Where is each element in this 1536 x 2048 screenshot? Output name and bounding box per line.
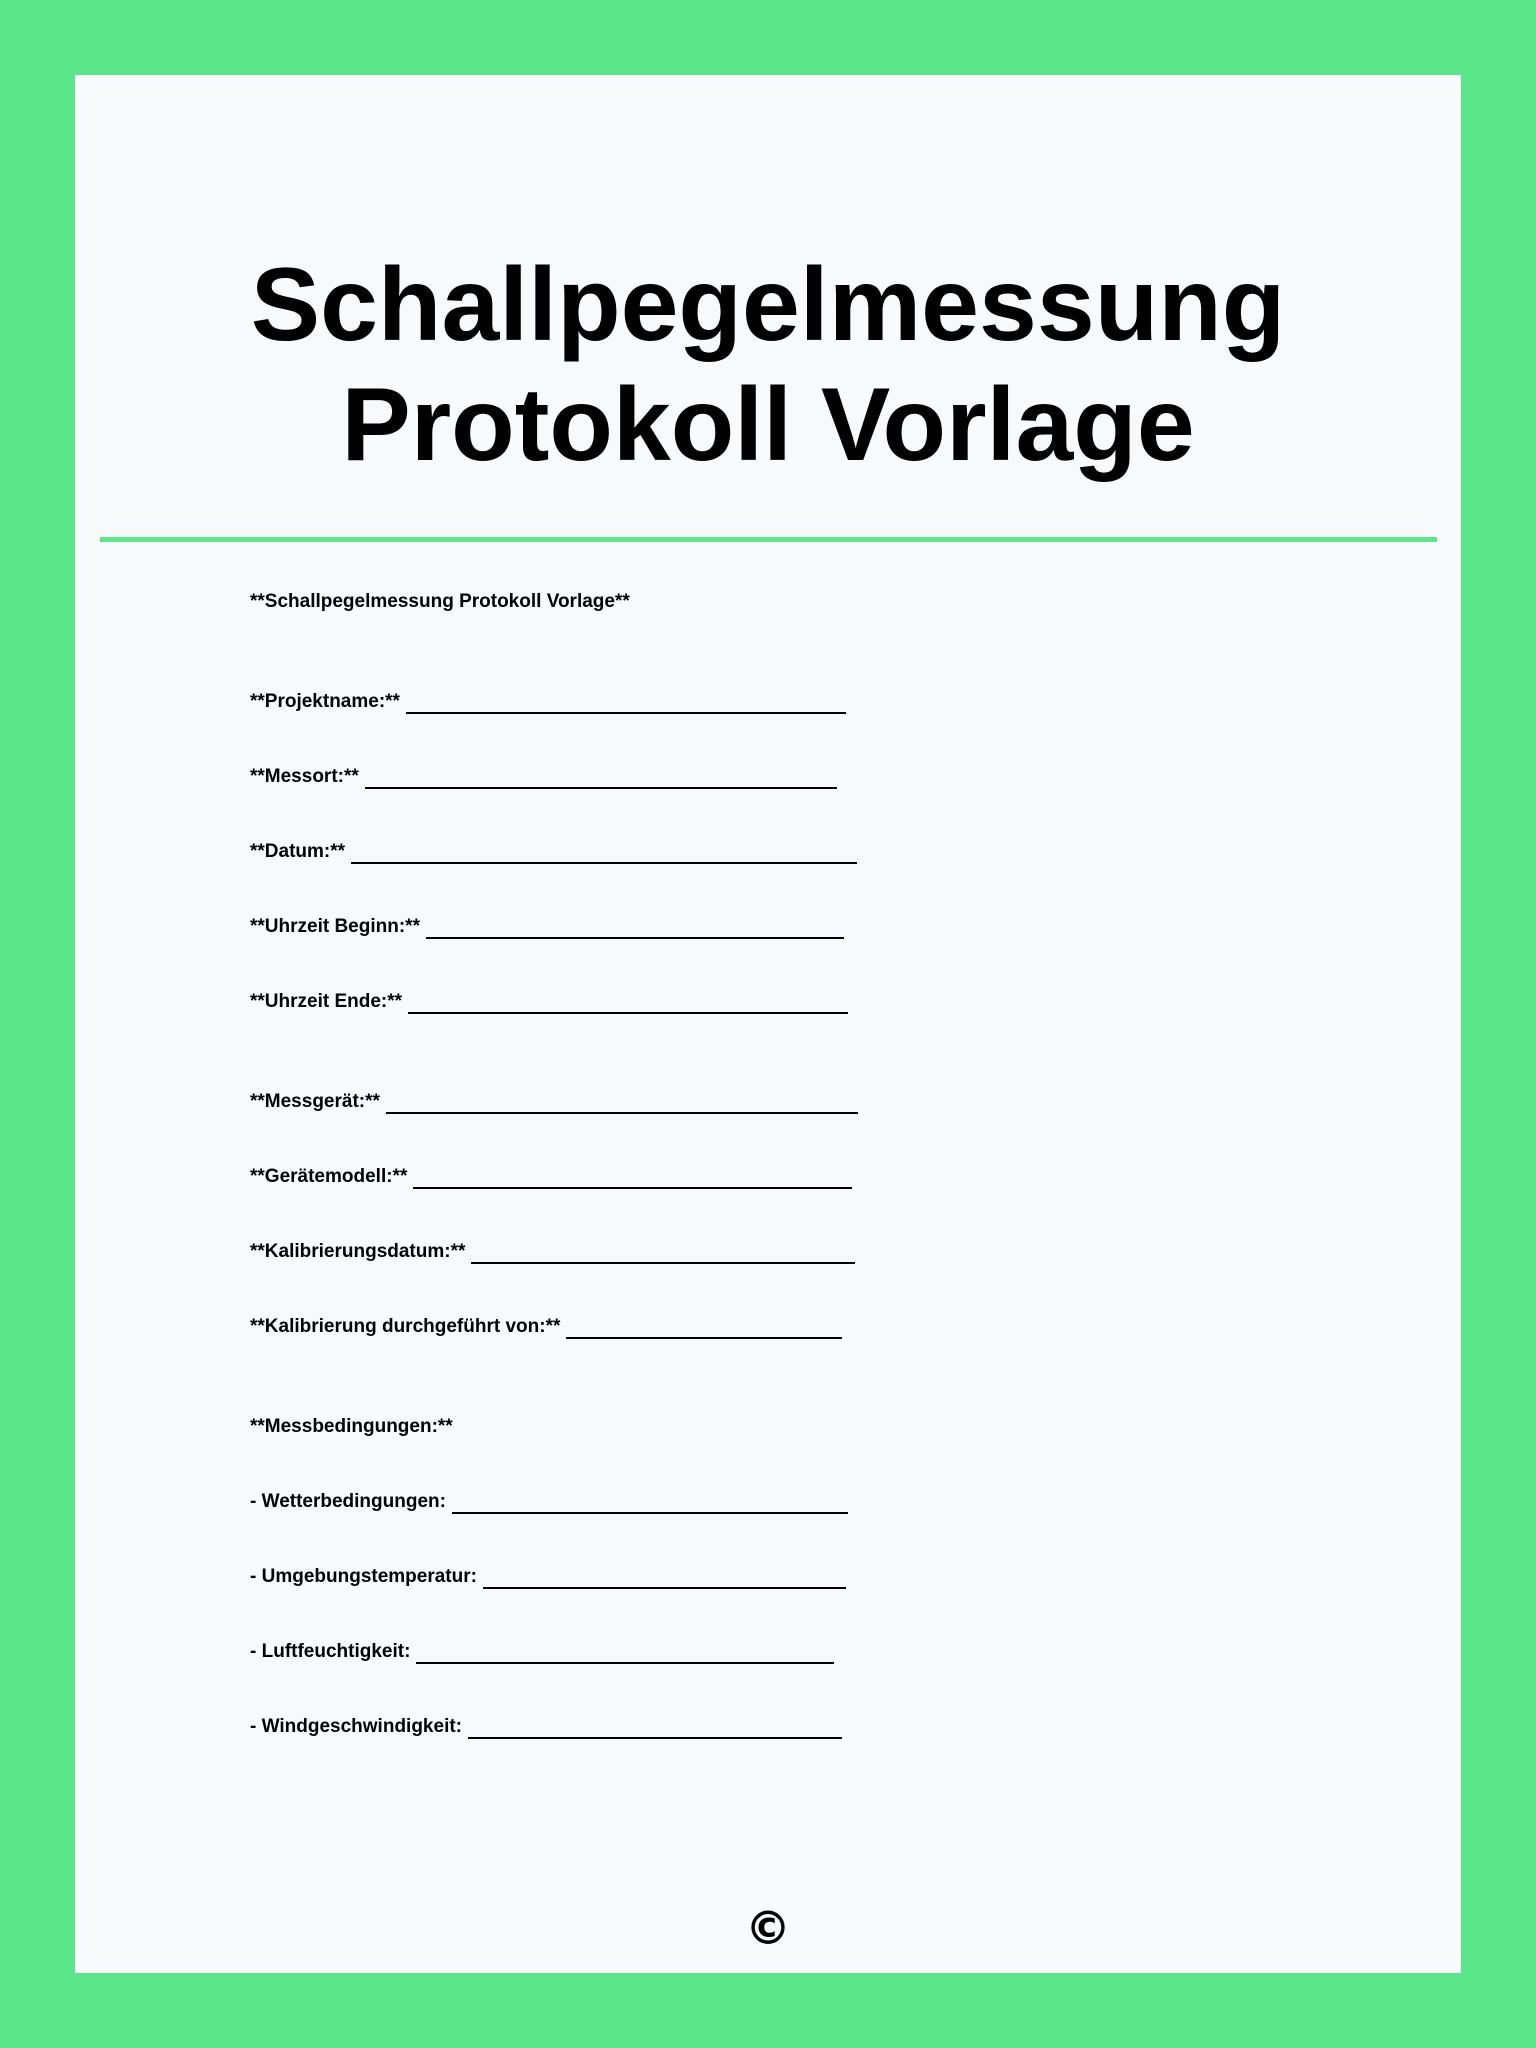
field-kalibrierung-von: [250, 1315, 842, 1339]
form-heading: [250, 590, 630, 614]
field-label: **Kalibrierungsdatum:**: [250, 1241, 466, 1262]
field-label: - Luftfeuchtigkeit:: [250, 1641, 411, 1662]
field-kalibrierungsdatum: [250, 1240, 855, 1264]
field-messgeraet: [250, 1090, 858, 1114]
fill-in-line[interactable]: [386, 1094, 858, 1114]
fill-in-line[interactable]: [413, 1169, 852, 1189]
conditions-heading-text: **Messbedingungen:**: [250, 1416, 453, 1437]
fill-in-line[interactable]: [408, 994, 848, 1014]
field-label: - Umgebungstemperatur:: [250, 1566, 477, 1587]
field-geraetemodell: [250, 1165, 852, 1189]
fill-in-line[interactable]: [351, 844, 857, 864]
field-uhrzeit-ende: [250, 990, 848, 1014]
form-heading-text: **Schallpegelmessung Protokoll Vorlage**: [250, 591, 630, 612]
copyright-symbol: ©: [745, 1901, 791, 1955]
fill-in-line[interactable]: [452, 1494, 848, 1514]
field-label: - Windgeschwindigkeit:: [250, 1716, 462, 1737]
field-label: **Messort:**: [250, 766, 359, 787]
field-datum: [250, 840, 857, 864]
field-luftfeuchtigkeit: [250, 1640, 834, 1664]
fill-in-line[interactable]: [471, 1244, 855, 1264]
fill-in-line[interactable]: [416, 1644, 834, 1664]
field-label: **Kalibrierung durchgeführt von:**: [250, 1316, 561, 1337]
fill-in-line[interactable]: [566, 1319, 842, 1339]
field-uhrzeit-beginn: [250, 915, 844, 939]
title-line-2: Protokoll Vorlage: [341, 367, 1195, 483]
field-label: **Uhrzeit Ende:**: [250, 991, 403, 1012]
fill-in-line[interactable]: [365, 769, 837, 789]
field-umgebungstemperatur: [250, 1565, 846, 1589]
field-projektname: [250, 690, 846, 714]
field-label: - Wetterbedingungen:: [250, 1491, 446, 1512]
fill-in-line[interactable]: [483, 1569, 846, 1589]
fill-in-line[interactable]: [406, 694, 846, 714]
conditions-heading: [250, 1415, 453, 1439]
fill-in-line[interactable]: [426, 919, 844, 939]
fill-in-line[interactable]: [468, 1719, 842, 1739]
field-windgeschwindigkeit: [250, 1715, 842, 1739]
field-label: **Messgerät:**: [250, 1091, 380, 1112]
field-label: **Datum:**: [250, 841, 346, 862]
field-label: **Projektname:**: [250, 691, 400, 712]
field-wetterbedingungen: [250, 1490, 848, 1514]
title-line-1: Schallpegelmessung: [250, 247, 1286, 363]
field-label: **Uhrzeit Beginn:**: [250, 916, 420, 937]
field-messort: [250, 765, 837, 789]
field-label: **Gerätemodell:**: [250, 1166, 408, 1187]
